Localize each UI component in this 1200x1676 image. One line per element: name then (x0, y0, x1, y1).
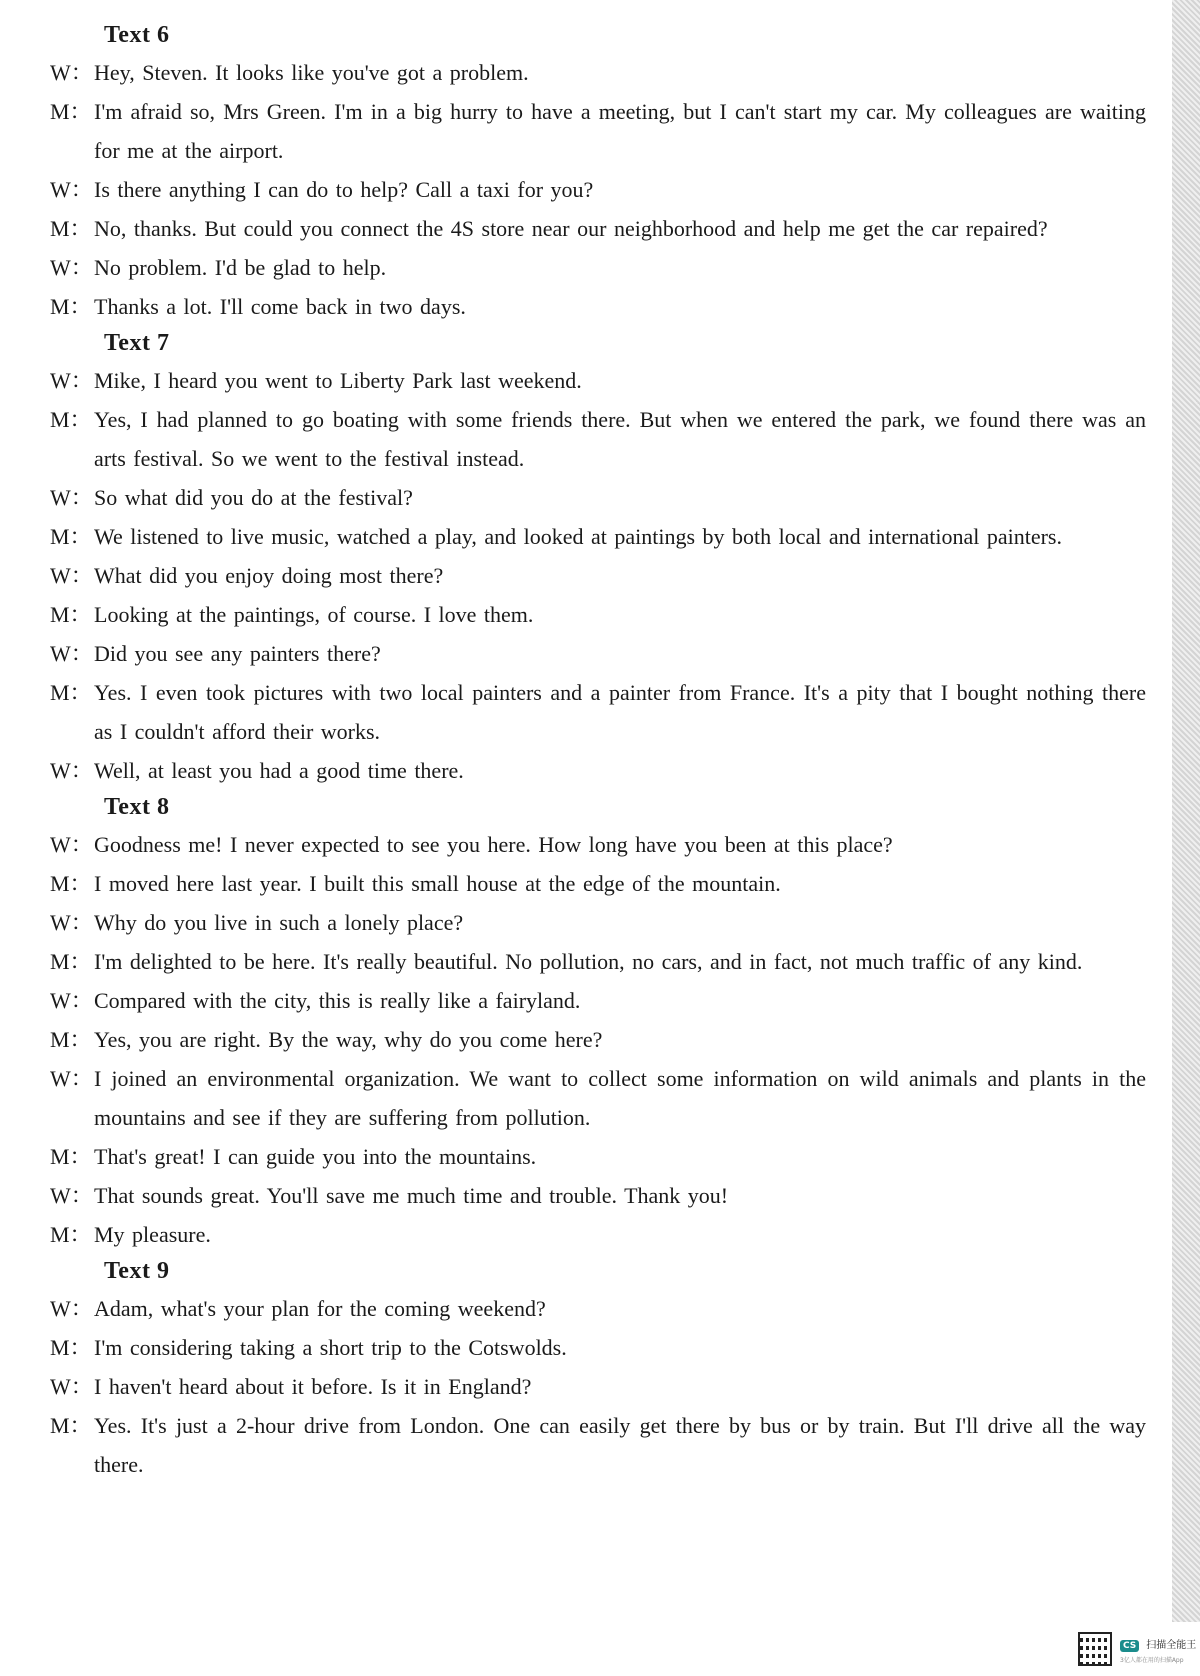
dialogue-turn (0, 903, 1172, 942)
speaker-label: W： (50, 641, 93, 666)
dialogue-turn (0, 595, 1172, 634)
speaker-label: M： (50, 99, 92, 124)
speaker-label: W： (50, 485, 93, 510)
speaker-label: M： (50, 871, 92, 896)
dialogue-text: I'm delighted to be here. It's really beautiful. No pollution, no cars, and in fact, not much traffic of any kind. (94, 949, 1083, 974)
cs-logo-badge: CS (1120, 1640, 1139, 1652)
section-heading: Text 8 (104, 794, 170, 820)
dialogue-text: I haven't heard about it before. Is it in England? (94, 1374, 532, 1399)
brand-tagline: 3亿人都在用的扫描App (1120, 1656, 1184, 1664)
dialogue-text: So what did you do at the festival? (94, 485, 413, 510)
section-heading: Text 6 (104, 22, 170, 48)
dialogue-turn (0, 1328, 1172, 1367)
speaker-label: W： (50, 1296, 93, 1321)
speaker-label: M： (50, 1335, 92, 1360)
dialogue-text: That sounds great. You'll save me much time and trouble. Thank you! (94, 1183, 729, 1208)
dialogue-text: My pleasure. (94, 1222, 211, 1247)
scanner-footer-strip (0, 1622, 1200, 1676)
dialogue-turn (0, 673, 1172, 751)
speaker-label: W： (50, 177, 93, 202)
dialogue-text: Goodness me! I never expected to see you here. How long have you been at this place? (94, 832, 893, 857)
dialogue-turn (0, 751, 1172, 790)
speaker-label: M： (50, 1144, 92, 1169)
speaker-label: W： (50, 832, 93, 857)
dialogue-turn (0, 287, 1172, 326)
dialogue-turn (0, 1137, 1172, 1176)
dialogue-text: No, thanks. But could you connect the 4S store near our neighborhood and help me get the car repaired? (94, 216, 1048, 241)
speaker-label: W： (50, 60, 93, 85)
speaker-label: W： (50, 988, 93, 1013)
speaker-label: W： (50, 758, 93, 783)
dialogue-turn (0, 170, 1172, 209)
dialogue-text: I joined an environmental organization. We want to collect some information on wild animals and plants in the mountains and see if they are suffering from pollution. (94, 1066, 1146, 1130)
scanner-watermark (1078, 1632, 1196, 1666)
dialogue-text: Why do you live in such a lonely place? (94, 910, 464, 935)
speaker-label: W： (50, 1183, 93, 1208)
dialogue-text: Is there anything I can do to help? Call a taxi for you? (94, 177, 594, 202)
dialogue-turn (0, 361, 1172, 400)
dialogue-turn (0, 556, 1172, 595)
dialogue-turn (0, 1020, 1172, 1059)
dialogue-text: What did you enjoy doing most there? (94, 563, 444, 588)
speaker-label: W： (50, 255, 93, 280)
speaker-label: M： (50, 216, 92, 241)
dialogue-turn (0, 1289, 1172, 1328)
dialogue-turn (0, 400, 1172, 478)
dialogue-turn (0, 1367, 1172, 1406)
speaker-label: W： (50, 368, 93, 393)
dialogue-text: Yes, you are right. By the way, why do you come here? (94, 1027, 603, 1052)
dialogue-text: Adam, what's your plan for the coming weekend? (94, 1296, 546, 1321)
brand-name: 扫描全能王 (1146, 1639, 1197, 1651)
speaker-label: M： (50, 949, 92, 974)
dialogue-text: Looking at the paintings, of course. I love them. (94, 602, 534, 627)
dialogue-turn (0, 517, 1172, 556)
speaker-label: M： (50, 1027, 92, 1052)
dialogue-text: I'm considering taking a short trip to the Cotswolds. (94, 1335, 567, 1360)
speaker-label: M： (50, 524, 92, 549)
section-heading: Text 7 (104, 330, 170, 356)
transcript-content (0, 18, 1172, 1484)
dialogue-turn (0, 981, 1172, 1020)
qr-code-icon (1078, 1632, 1112, 1666)
speaker-label: W： (50, 563, 93, 588)
dialogue-text: Mike, I heard you went to Liberty Park last weekend. (94, 368, 582, 393)
dialogue-text: Yes. It's just a 2-hour drive from London. One can easily get there by bus or by train. But I'll drive all the way there. (94, 1413, 1146, 1477)
dialogue-text: No problem. I'd be glad to help. (94, 255, 387, 280)
dialogue-text: I'm afraid so, Mrs Green. I'm in a big hurry to have a meeting, but I can't start my car. My colleagues are waiting for me at the airport. (94, 99, 1146, 163)
dialogue-turn (0, 1176, 1172, 1215)
dialogue-turn (0, 92, 1172, 170)
dialogue-turn (0, 53, 1172, 92)
speaker-label: M： (50, 1413, 92, 1438)
dialogue-turn (0, 864, 1172, 903)
speaker-label: W： (50, 1374, 93, 1399)
dialogue-text: Did you see any painters there? (94, 641, 381, 666)
dialogue-turn (0, 1406, 1172, 1484)
dialogue-turn (0, 825, 1172, 864)
dialogue-turn (0, 1059, 1172, 1137)
dialogue-text: I moved here last year. I built this small house at the edge of the mountain. (94, 871, 781, 896)
speaker-label: M： (50, 602, 92, 627)
dialogue-turn (0, 248, 1172, 287)
speaker-label: M： (50, 294, 92, 319)
speaker-label: M： (50, 407, 92, 432)
section-heading: Text 9 (104, 1258, 170, 1284)
speaker-label: M： (50, 1222, 92, 1247)
dialogue-text: Hey, Steven. It looks like you've got a problem. (94, 60, 529, 85)
speaker-label: W： (50, 910, 93, 935)
dialogue-text: Yes, I had planned to go boating with some friends there. But when we entered the park, we found there was an arts festival. So we went to the festival instead. (94, 407, 1146, 471)
speaker-label: W： (50, 1066, 93, 1091)
dialogue-turn (0, 478, 1172, 517)
page-edge-shadow (1172, 0, 1200, 1622)
dialogue-text: Compared with the city, this is really like a fairyland. (94, 988, 581, 1013)
dialogue-turn (0, 942, 1172, 981)
dialogue-text: Yes. I even took pictures with two local painters and a painter from France. It's a pity that I bought nothing there as I couldn't afford their works. (94, 680, 1146, 744)
dialogue-turn (0, 209, 1172, 248)
dialogue-text: That's great! I can guide you into the mountains. (94, 1144, 537, 1169)
dialogue-text: Thanks a lot. I'll come back in two days. (94, 294, 466, 319)
dialogue-turn (0, 634, 1172, 673)
dialogue-turn (0, 1215, 1172, 1254)
speaker-label: M： (50, 680, 92, 705)
dialogue-text: We listened to live music, watched a play, and looked at paintings by both local and international painters. (94, 524, 1062, 549)
dialogue-text: Well, at least you had a good time there. (94, 758, 464, 783)
